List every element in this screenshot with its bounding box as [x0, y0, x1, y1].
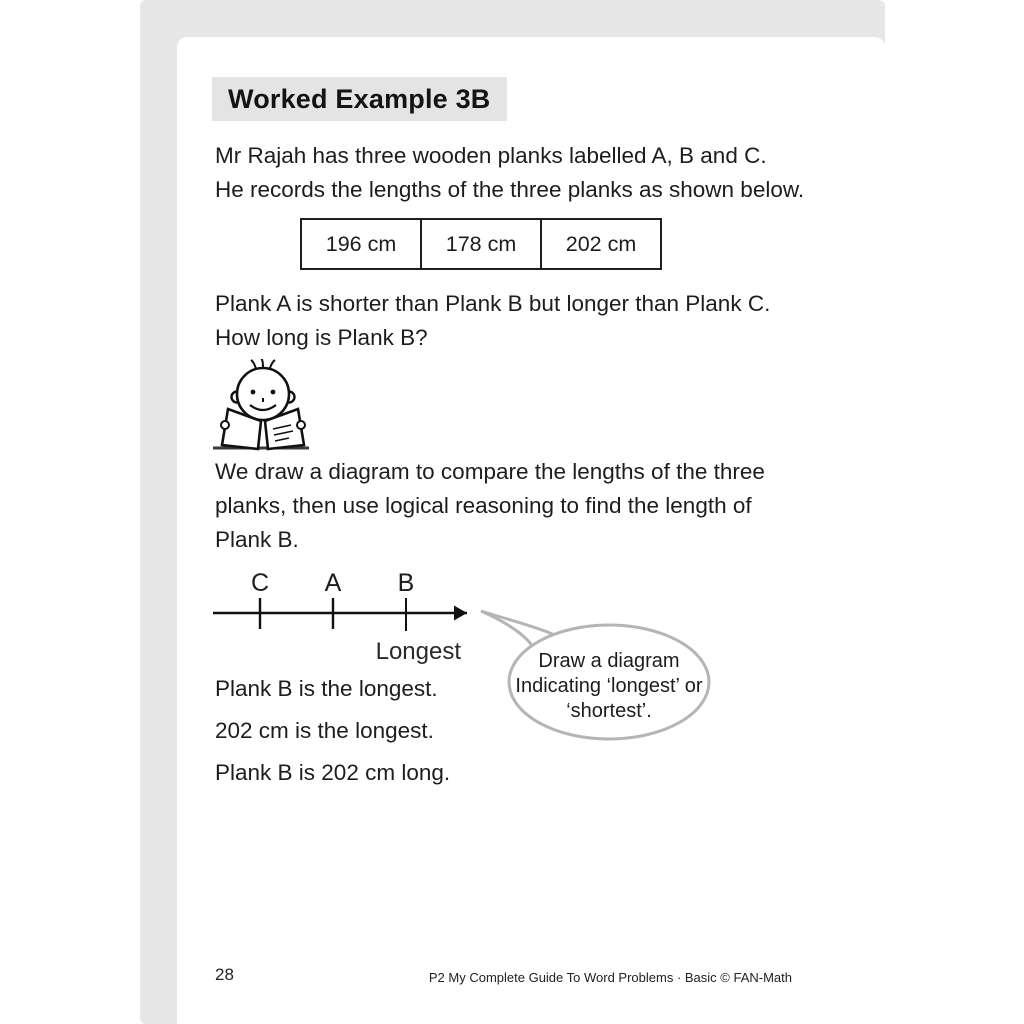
problem-statement-1: [215, 139, 804, 207]
plank-lengths-table: [300, 218, 662, 270]
length-cell-c: 202 cm: [541, 219, 661, 269]
longest-label: Longest: [375, 638, 461, 665]
bubble-text-line3: ‘shortest’.: [566, 700, 652, 722]
solution-step: Plank B is the longest.: [215, 676, 438, 701]
table-row: [301, 219, 661, 269]
book-title-footer: P2 My Complete Guide To Word Problems · Basic © FAN-Math: [428, 970, 792, 985]
solution-step: 202 cm is the longest.: [215, 718, 434, 743]
book-page: [177, 37, 885, 1024]
length-cell-a: 196 cm: [301, 219, 421, 269]
problem-line: He records the lengths of the three planks as shown below.: [215, 177, 805, 202]
heading-text: Worked Example 3B: [228, 84, 491, 114]
solution-line: We draw a diagram to compare the lengths of the three: [215, 459, 765, 484]
solution-line: planks, then use logical reasoning to find the length of: [215, 493, 752, 518]
diagram-label-a: A: [324, 569, 342, 597]
speech-bubble: [477, 605, 757, 780]
problem-statement-2: [215, 287, 770, 355]
problem-question: How long is Plank B?: [215, 325, 428, 350]
solution-intro: [215, 455, 765, 557]
problem-line: Plank A is shorter than Plank B but longer than Plank C.: [215, 291, 771, 316]
length-comparison-number-line: [205, 555, 505, 670]
solution-step: Plank B is 202 cm long.: [215, 760, 451, 785]
diagram-label-c: C: [250, 569, 270, 597]
child-reading-book-icon: [209, 359, 317, 454]
length-cell-b: 178 cm: [421, 219, 541, 269]
bubble-text-line2: Indicating ‘longest’ or: [515, 675, 703, 697]
solution-line: Plank B.: [215, 527, 299, 552]
bubble-text-line1: Draw a diagram: [538, 650, 680, 672]
page-number: 28: [215, 965, 234, 984]
worked-example-heading: [212, 77, 507, 121]
diagram-label-b: B: [397, 569, 415, 597]
problem-line: Mr Rajah has three wooden planks labelled A, B and C.: [215, 143, 767, 168]
arrowhead-icon: [454, 606, 467, 621]
